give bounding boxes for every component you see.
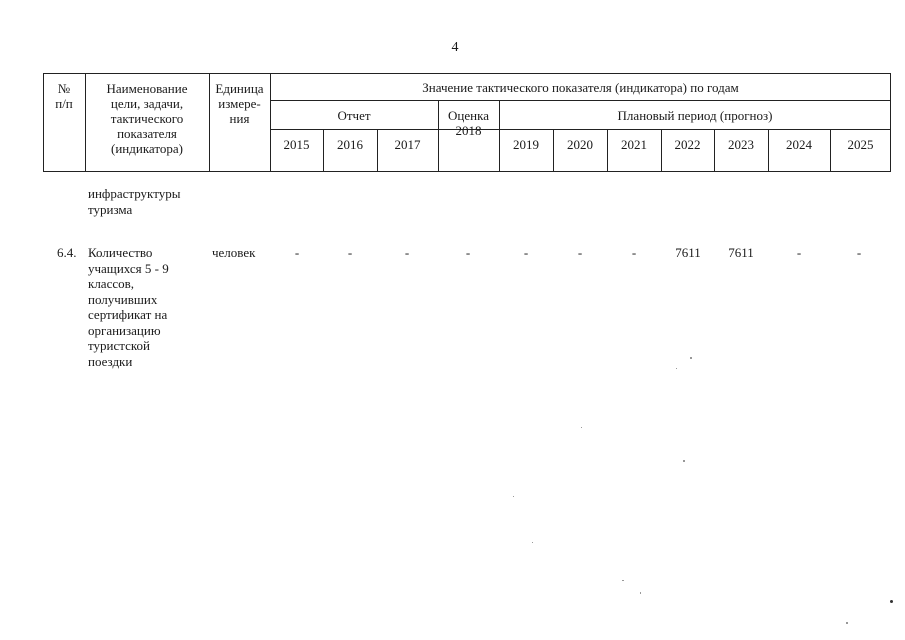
col-header-report: Отчет <box>337 108 371 123</box>
row-number: 6.4. <box>57 245 77 260</box>
year-2020: 2020 <box>567 137 593 152</box>
page-number: 4 <box>451 40 459 55</box>
value-2020: - <box>577 245 583 260</box>
scan-speck <box>581 427 582 428</box>
col-header-values-title: Значение тактического показателя (индикатора) по годам <box>422 80 739 95</box>
year-2021: 2021 <box>621 137 647 152</box>
value-2016: - <box>347 245 353 260</box>
scan-speck <box>513 496 514 497</box>
col-header-unit: Единица измере- ния <box>215 81 264 126</box>
row-indicator-name: Количество учащихся 5 - 9 классов, получивших сертификат на организацию туристской поездки <box>88 245 169 369</box>
year-2017: 2017 <box>394 137 421 152</box>
table-header <box>43 73 891 172</box>
year-2015: 2015 <box>283 137 310 152</box>
scan-speck <box>640 592 641 594</box>
year-2022: 2022 <box>674 137 701 152</box>
year-2019: 2019 <box>513 137 539 152</box>
value-2018: - <box>465 245 471 260</box>
scan-speck <box>676 368 677 369</box>
col-header-estimate: Оценка 2018 <box>448 108 489 138</box>
value-2017: - <box>404 245 410 260</box>
year-2016: 2016 <box>337 137 363 152</box>
continuation-text: инфраструктуры туризма <box>88 186 181 217</box>
scan-speck <box>622 580 624 581</box>
year-2025: 2025 <box>847 137 874 152</box>
scan-speck <box>532 542 533 543</box>
value-2019: - <box>523 245 529 260</box>
col-header-num: № п/п <box>55 81 73 111</box>
scan-speck <box>683 460 685 462</box>
value-2025: - <box>856 245 862 260</box>
col-header-name: Наименование цели, задачи, тактического показателя (индикатора) <box>106 81 188 156</box>
row-unit: человек <box>212 245 256 260</box>
value-2024: - <box>796 245 802 260</box>
col-header-plan: Плановый период (прогноз) <box>617 108 773 123</box>
year-2023: 2023 <box>728 137 754 152</box>
value-2015: - <box>294 245 300 260</box>
value-2022: 7611 <box>675 245 701 260</box>
value-2021: - <box>631 245 637 260</box>
year-2024: 2024 <box>786 137 812 152</box>
scan-speck <box>690 357 692 359</box>
scan-speck <box>890 600 893 603</box>
value-2023: 7611 <box>728 245 754 260</box>
scan-speck <box>846 622 848 624</box>
